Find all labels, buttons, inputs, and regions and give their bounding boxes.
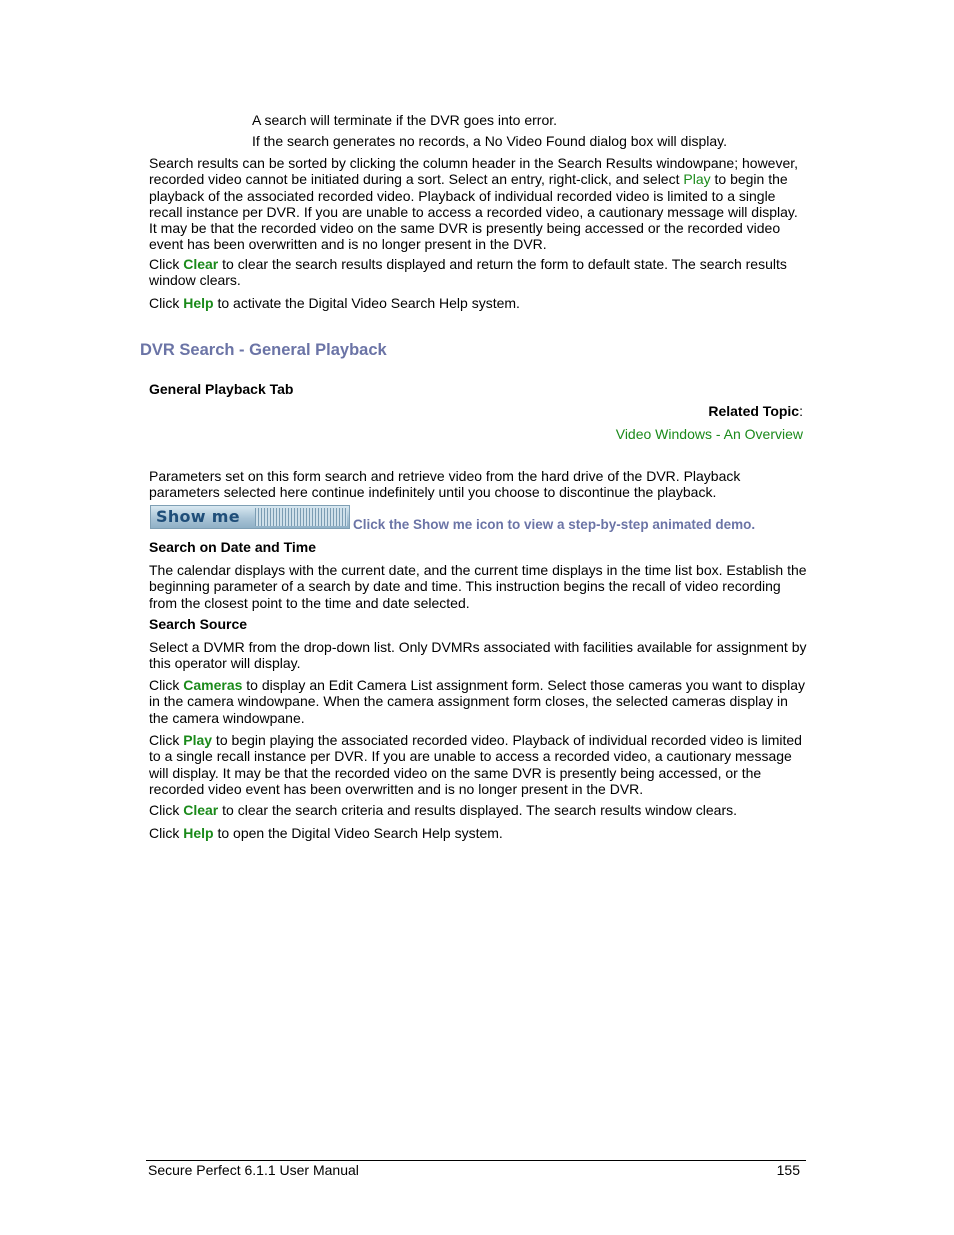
clear-label: Clear xyxy=(183,256,219,272)
clear-paragraph xyxy=(149,256,809,289)
clear-criteria-paragraph xyxy=(149,802,809,818)
help-paragraph xyxy=(149,295,809,311)
show-me-label: Show me xyxy=(156,507,240,526)
related-colon: : xyxy=(799,403,803,419)
tab-heading: General Playback Tab xyxy=(149,381,294,397)
help-open-paragraph xyxy=(149,825,809,841)
cameras-label: Cameras xyxy=(183,677,243,693)
related-topic-link[interactable]: Video Windows - An Overview xyxy=(615,426,803,442)
text: Click xyxy=(149,802,184,818)
footer-divider xyxy=(146,1160,806,1161)
play-link[interactable]: Play xyxy=(683,171,711,188)
text: to open the Digital Video Search Help system. xyxy=(213,825,503,841)
search-source-paragraph: Select a DVMR from the drop-down list. Only DVMRs associated with facilities available for assignment by this operator will display. xyxy=(149,639,807,672)
text: Click xyxy=(149,677,184,693)
intro-line-error: A search will terminate if the DVR goes into error. xyxy=(252,112,558,128)
show-me-caption[interactable]: Click the Show me icon to view a step-by-step animated demo. xyxy=(353,517,756,532)
text: to activate the Digital Video Search Help system. xyxy=(213,295,520,311)
search-results-paragraph xyxy=(149,155,809,253)
help-label: Help xyxy=(183,825,214,841)
text: to clear the search results displayed and return the form to default state. The search results window clears. xyxy=(149,256,787,289)
text: Click xyxy=(149,256,184,272)
footer-title: Secure Perfect 6.1.1 User Manual xyxy=(148,1162,359,1178)
intro-line-no-video: If the search generates no records, a No Video Found dialog box will display. xyxy=(252,133,727,149)
text: Click xyxy=(149,732,184,748)
help-label: Help xyxy=(183,295,214,311)
text: to clear the search criteria and results displayed. The search results window clears. xyxy=(218,802,738,818)
text: to begin the playback of the associated recorded video. Playback of individual recorded video is limited to a single recall instance per DVR. If you are unable to access a recorded video, a cautionary message will display. It may be that the recorded video on the same DVR is presently being accessed or the recorded video event has been overwritten and is no longer present in the DVR. xyxy=(149,171,798,253)
clear-label: Clear xyxy=(183,802,219,818)
text: Search results can be sorted by clicking the column header in the Search Results windowpane; however, recorded video cannot be initiated during a sort. Select an entry, right-click, and select xyxy=(149,155,799,188)
parameters-paragraph: Parameters set on this form search and retrieve video from the hard drive of the DVR. Playback parameters selected here continue indefinitely until you choose to discontinue the playback. xyxy=(149,468,741,501)
text: Click xyxy=(149,295,184,311)
show-me-button[interactable] xyxy=(150,505,350,529)
show-me-stripes xyxy=(255,508,347,526)
text: to begin playing the associated recorded video. Playback of individual recorded video is limited to a single recall instance per DVR. If you are unable to access a recorded video, a cautionary message will display. It may be that the recorded video on the same DVR is presently being accessed, or the recorded video event has been overwritten and is no longer present in the DVR. xyxy=(149,732,802,797)
related-label: Related Topic xyxy=(708,403,800,419)
related-topic-label xyxy=(708,403,803,419)
date-time-paragraph: The calendar displays with the current date, and the current time displays in the time list box. Establish the beginning parameter of a search by date and time. This instruction begins the recall of video recording from the closest point to the time and date selected. xyxy=(149,562,807,611)
section-title: DVR Search - General Playback xyxy=(140,341,387,359)
date-time-heading: Search on Date and Time xyxy=(149,539,317,555)
text: to display an Edit Camera List assignment form. Select those cameras you want to display in the camera windowpane. When the camera assignment form closes, the selected cameras display in the camera windowpane. xyxy=(149,677,805,726)
cameras-paragraph xyxy=(149,677,809,726)
search-source-heading: Search Source xyxy=(149,616,248,632)
text: Click xyxy=(149,825,184,841)
play-label: Play xyxy=(183,732,213,748)
play-paragraph xyxy=(149,732,809,797)
page-number: 155 xyxy=(776,1162,800,1178)
